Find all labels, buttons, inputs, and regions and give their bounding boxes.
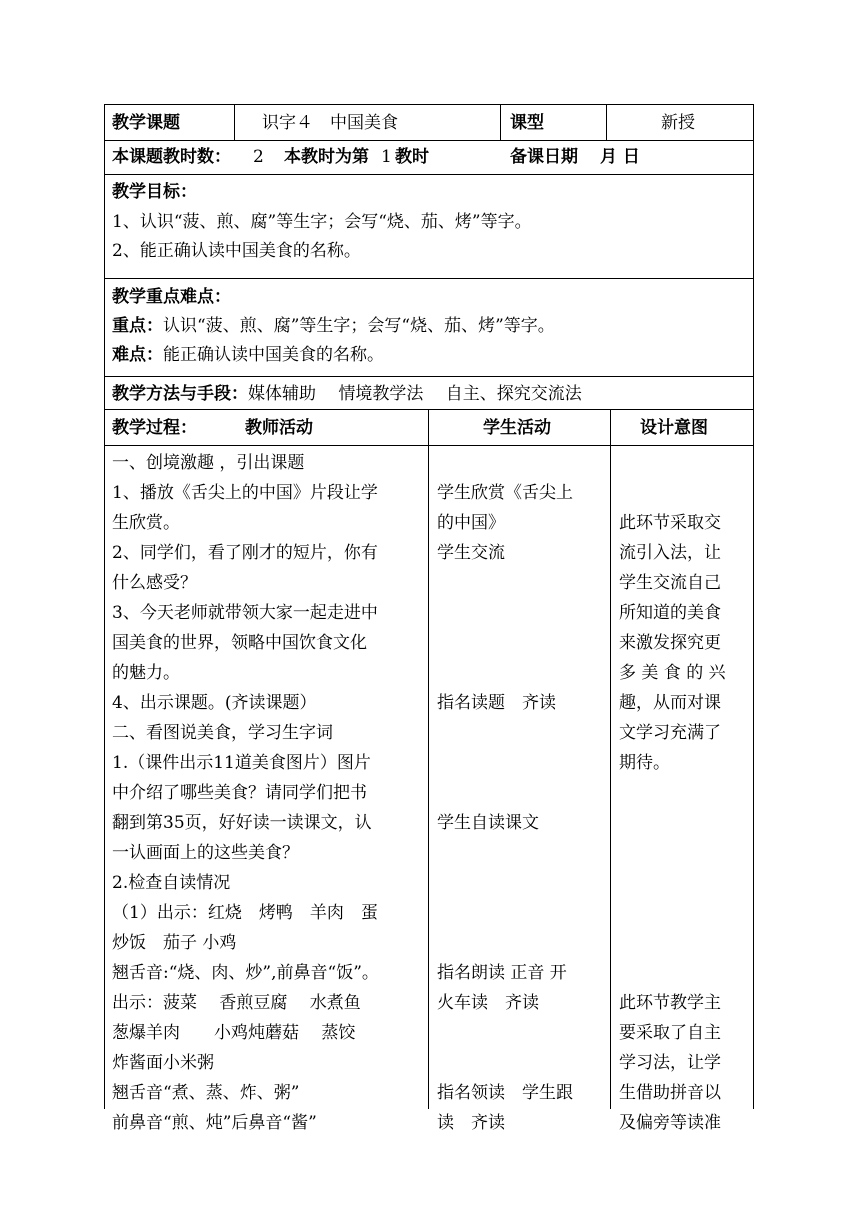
design-intent-line	[619, 478, 753, 508]
hours-value: 2	[253, 147, 264, 167]
teacher-activity-line: 葱爆羊肉 小鸡炖蘑菇 蒸饺	[112, 1023, 356, 1043]
design-intent-line	[619, 808, 753, 838]
student-activity-line	[437, 898, 609, 928]
student-activity-line: 学生交流	[437, 543, 505, 563]
design-intent-column	[619, 448, 753, 1138]
teacher-activity-line: （1）出示：红烧 烤鸭 羊肉 蛋	[112, 903, 378, 923]
student-activity-line	[437, 628, 609, 658]
label-lesson-type: 课型	[510, 113, 544, 133]
teacher-activity-line: 炒饭 茄子 小鸡	[112, 933, 237, 953]
design-intent-line: 期待。	[619, 753, 670, 773]
date-label: 备课日期	[510, 147, 578, 167]
student-activity-line: 指名朗读 正音 开	[437, 963, 567, 983]
student-activity-line	[437, 598, 609, 628]
key-points-label: 教学重点难点：	[112, 287, 231, 307]
objective-item: 1、认识“菠、煎、腐”等生字；会写“烧、茄、烤”等字。	[112, 212, 532, 232]
teacher-activity-column	[112, 448, 428, 1138]
design-intent-line: 来激发探究更	[619, 633, 721, 653]
teacher-activity-line: 2.检查自读情况	[112, 873, 231, 893]
teacher-activity-line: 的魅力。	[112, 663, 180, 683]
design-intent-line: 所知道的美食	[619, 603, 721, 623]
hours-label: 本课题教时数：	[112, 147, 231, 167]
table-rule-left	[104, 104, 105, 1109]
student-activity-column	[437, 448, 609, 1138]
methods-line	[112, 383, 582, 405]
student-activity-line: 指名读题 齐读	[437, 693, 556, 713]
teacher-activity-line: 翘舌音:“烧、肉、炒”,前鼻音“饭”。	[112, 963, 379, 983]
teacher-activity-line: 一、创境激趣 ，引出课题	[112, 453, 305, 473]
student-activity-line: 指名领读 学生跟	[437, 1083, 573, 1103]
methods-items: 媒体辅助 情境教学法 自主、探究交流法	[248, 384, 582, 404]
student-activity-line	[437, 568, 609, 598]
student-activity-line: 学生欣赏《舌尖上	[437, 483, 573, 503]
difficulty-text: 能正确认读中国美食的名称。	[163, 345, 384, 365]
design-intent-line	[619, 838, 753, 868]
teacher-activity-header: 教师活动	[245, 418, 313, 438]
teacher-activity-line: 翘舌音“煮、蒸、炸、粥”	[112, 1083, 300, 1103]
design-intent-line: 多 美 食 的 兴	[619, 663, 726, 683]
design-intent-line: 此环节采取交	[619, 513, 721, 533]
student-activity-header: 学生活动	[483, 418, 551, 438]
student-activity-line	[437, 778, 609, 808]
teacher-activity-line: 中介绍了哪些美食？请同学们把书	[112, 783, 367, 803]
table-rule-row1	[104, 140, 754, 141]
design-intent-line: 流引入法，让	[619, 543, 721, 563]
design-intent-line	[619, 448, 753, 478]
student-activity-line: 的中国》	[437, 513, 505, 533]
lesson-type-value: 新授	[661, 113, 695, 133]
teacher-activity-line: 前鼻音“煎、炖”后鼻音“酱”	[112, 1113, 317, 1133]
design-intent-line: 学生交流自己	[619, 573, 721, 593]
key-label: 重点：	[112, 316, 163, 336]
design-intent-line	[619, 778, 753, 808]
design-intent-line: 生借助拼音以	[619, 1083, 721, 1103]
current-value: 1	[381, 147, 392, 167]
table-rule-row3	[104, 278, 754, 279]
student-activity-line: 学生自读课文	[437, 813, 539, 833]
design-intent-line	[619, 868, 753, 898]
student-activity-line	[437, 718, 609, 748]
teacher-activity-line: 4、出示课题。(齐读课题）	[112, 693, 317, 713]
process-divider-1	[428, 409, 429, 1109]
student-activity-line	[437, 748, 609, 778]
teacher-activity-line: 炸酱面小米粥	[112, 1053, 214, 1073]
design-intent-line	[619, 928, 753, 958]
student-activity-line	[437, 868, 609, 898]
teacher-activity-line: 国美食的世界，领略中国饮食文化	[112, 633, 367, 653]
student-activity-line	[437, 448, 609, 478]
design-intent-line	[619, 898, 753, 928]
design-intent-line: 文学习充满了	[619, 723, 721, 743]
key-text: 认识“菠、煎、腐”等生字；会写“烧、茄、烤”等字。	[163, 316, 555, 336]
table-rule-right	[753, 104, 754, 1109]
methods-label: 教学方法与手段：	[112, 384, 248, 404]
teacher-activity-line: 生欣赏。	[112, 513, 180, 533]
table-rule-top	[104, 104, 754, 105]
teacher-activity-line: 1、播放《舌尖上的中国》片段让学	[112, 483, 378, 503]
table-rule-row2	[104, 174, 754, 175]
design-intent-line: 趣，从而对课	[619, 693, 721, 713]
process-label: 教学过程：	[112, 418, 197, 438]
teacher-activity-line: 什么感受？	[112, 573, 197, 593]
design-intent-line: 此环节教学主	[619, 993, 721, 1013]
current-label: 本教时为第	[284, 147, 369, 167]
design-intent-line: 要采取了自主	[619, 1023, 721, 1043]
student-activity-line	[437, 928, 609, 958]
key-point-line	[112, 315, 555, 337]
header-divider-2	[500, 104, 501, 140]
topic-value: 识字４ 中国美食	[262, 113, 398, 133]
design-intent-line	[619, 958, 753, 988]
student-activity-line	[437, 838, 609, 868]
label-topic: 教学课题	[112, 113, 180, 133]
student-activity-line: 读 齐读	[437, 1113, 505, 1133]
teacher-activity-line: 3、今天老师就带领大家一起走进中	[112, 603, 378, 623]
teacher-activity-line: 翻到第35页，好好读一读课文，认	[112, 813, 372, 833]
design-intent-line: 学习法，让学	[619, 1053, 721, 1073]
current-suffix: 教时	[395, 147, 429, 167]
teacher-activity-line: 二、看图说美食，学习生字词	[112, 723, 333, 743]
teacher-activity-line: 出示：菠菜 香煎豆腐 水煮鱼	[112, 993, 361, 1013]
difficulty-label: 难点：	[112, 345, 163, 365]
table-rule-row6	[104, 445, 754, 446]
table-rule-row5	[104, 409, 754, 410]
student-activity-line	[437, 1048, 609, 1078]
design-intent-line: 及偏旁等读准	[619, 1113, 721, 1133]
teacher-activity-line: 1.（课件出示11道美食图片）图片	[112, 753, 371, 773]
header-divider-1	[234, 104, 235, 140]
date-value: 月 日	[600, 147, 640, 167]
difficulty-line	[112, 344, 384, 366]
table-rule-row4	[104, 376, 754, 377]
student-activity-line	[437, 658, 609, 688]
teacher-activity-line: 一认画面上的这些美食？	[112, 843, 299, 863]
teacher-activity-line: 2、同学们，看了刚才的短片，你有	[112, 543, 378, 563]
objectives-label: 教学目标：	[112, 182, 197, 202]
header-divider-3	[606, 104, 607, 140]
process-divider-2	[610, 409, 611, 1109]
student-activity-line: 火车读 齐读	[437, 993, 539, 1013]
student-activity-line	[437, 1018, 609, 1048]
design-intent-header: 设计意图	[640, 418, 708, 438]
objective-item: 2、能正确认读中国美食的名称。	[112, 241, 361, 261]
